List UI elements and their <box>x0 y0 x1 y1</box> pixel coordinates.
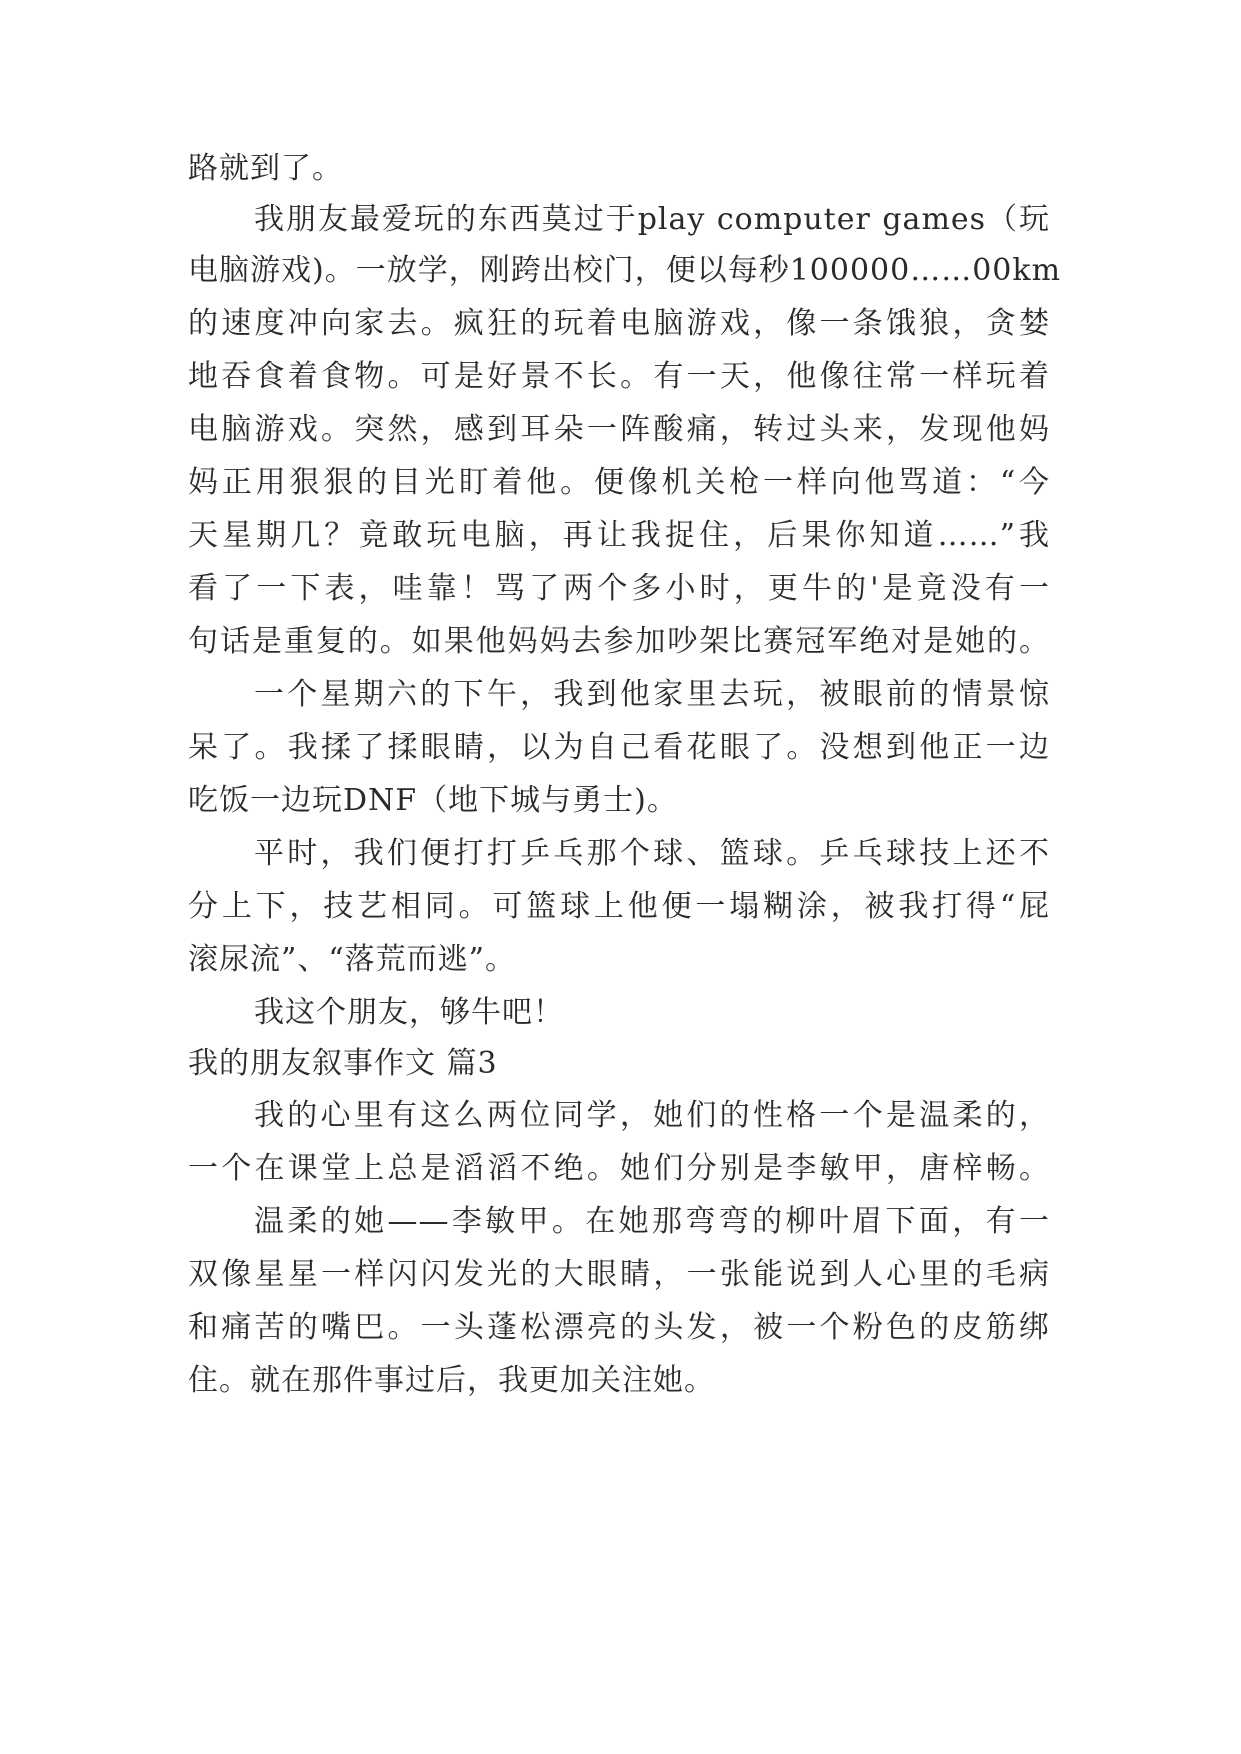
text-line: 妈正用狠狠的目光盯着他。便像机关枪一样向他骂道：“今 <box>188 465 1050 500</box>
paragraph-first-line: 我这个朋友，够牛吧！ <box>254 995 564 1030</box>
text-line: 天星期几？竟敢玩电脑，再让我捉住，后果你知道……”我 <box>188 518 1050 553</box>
paragraph-first-line: 我的心里有这么两位同学，她们的性格一个是温柔的， <box>254 1098 1050 1133</box>
paragraph-first-line: 我朋友最爱玩的东西莫过于play computer games（玩 <box>254 202 1050 237</box>
text-line: 电脑游戏。突然，感到耳朵一阵酸痛，转过头来，发现他妈 <box>188 412 1050 447</box>
text-line: 句话是重复的。如果他妈妈去参加吵架比赛冠军绝对是她的。 <box>188 624 1050 659</box>
text-line: 吃饭一边玩DNF（地下城与勇士)。 <box>188 783 678 818</box>
text-line: 看了一下表，哇靠！骂了两个多小时，更牛的'是竟没有一 <box>188 571 1050 606</box>
text-line: 双像星星一样闪闪发光的大眼睛，一张能说到人心里的毛病 <box>188 1257 1050 1292</box>
text-line: 呆了。我揉了揉眼睛，以为自己看花眼了。没想到他正一边 <box>188 730 1050 765</box>
paragraph-first-line: 温柔的她——李敏甲。在她那弯弯的柳叶眉下面，有一 <box>254 1204 1050 1239</box>
paragraph-first-line: 平时，我们便打打乒乓那个球、篮球。乒乓球技上还不 <box>254 836 1050 871</box>
text-line: 一个在课堂上总是滔滔不绝。她们分别是李敏甲，唐梓畅。 <box>188 1151 1050 1186</box>
text-line: 住。就在那件事过后，我更加关注她。 <box>188 1363 715 1398</box>
text-line: 和痛苦的嘴巴。一头蓬松漂亮的头发，被一个粉色的皮筋绑 <box>188 1310 1050 1345</box>
text-line: 的速度冲向家去。疯狂的玩着电脑游戏，像一条饿狼，贪婪 <box>188 306 1050 341</box>
text-line: 电脑游戏)。一放学，刚跨出校门，便以每秒100000……00km <box>188 253 1062 288</box>
section-heading: 我的朋友叙事作文 篇3 <box>188 1046 498 1081</box>
text-line: 滚尿流”、“落荒而逃”。 <box>188 942 517 977</box>
text-line: 分上下，技艺相同。可篮球上他便一塌糊涂，被我打得“屁 <box>188 889 1050 924</box>
paragraph-first-line: 一个星期六的下午，我到他家里去玩，被眼前的情景惊 <box>254 677 1050 712</box>
text-line: 地吞食着食物。可是好景不长。有一天，他像往常一样玩着 <box>188 359 1050 394</box>
text-line: 路就到了。 <box>188 151 343 186</box>
